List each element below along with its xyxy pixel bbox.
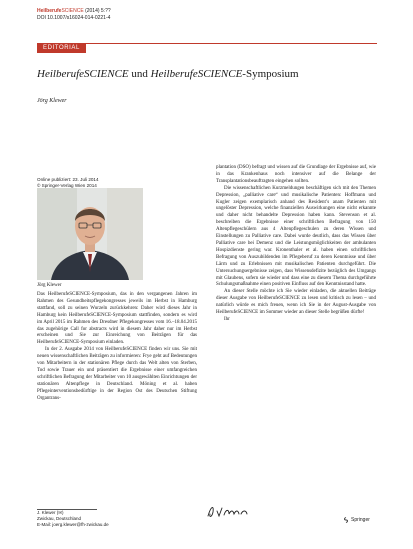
paragraph: In der 2. Ausgabe 2014 von HeilberufeSCIENCE finden wir uns. Sie mit neuen wissenschaftlichen Beiträgen zu informieren: Frye geht auf Bedeutungen von Mitarbeitern in der stationären Pflege durch das Welt alten von Sterben, Tod sowie Trauer ein und präsentiert die Ergebnisse einer umfangreichen schriftlichen Befragung der Mitarbeiter von 10 ausgewählten Einrichtungen der stationären Altenpflege in Deutschland. Möning et al. haben Pflegeinterventionsbedürftige in der Region Ost des Deutschen Stiftung Organtrans- bbox=[37, 347, 197, 401]
journal-header bbox=[37, 8, 377, 30]
right-column bbox=[216, 165, 376, 324]
title-part-1: HeilberufeSCIENCE bbox=[37, 68, 129, 80]
article-title bbox=[37, 68, 299, 80]
journal-name-part-b: SCIENCE bbox=[61, 8, 84, 14]
online-date: Online publiziert: 23. Juli 2014 bbox=[37, 177, 99, 182]
contact-name: J. Klewer (✉) bbox=[37, 510, 64, 515]
journal-name-part-a: Heilberufe bbox=[37, 8, 62, 14]
photo-caption: Jörg Klewer bbox=[37, 283, 62, 288]
paragraph: plantation (DSO) befragt und wissen auf die Grundlage der Ergebnisse auf, wie in das Krankenhaus noch intensiver auf die Belange der Transplantationsbeauftragten eingehen sollten. bbox=[216, 165, 376, 184]
signature-image bbox=[205, 502, 253, 520]
title-part-4: Symposium bbox=[245, 68, 299, 80]
paragraph-closing: Ihr bbox=[224, 316, 230, 322]
contact-email[interactable]: E-Mail: joerg.klewer@fh-zwickau.de bbox=[37, 522, 109, 527]
paragraph: An dieser Stelle möchte ich Sie wieder einladen, die aktuellen Beiträge dieser Ausgabe von HeilberufeSCIENCE zu lesen und kritisch zu lesen – und natürlich würde es mich freuen, wenn ich Sie in der August-Ausgabe von HeilberufeSCIENCE im Sommer wieder an dieser Stelle begrüßen dürfte! bbox=[216, 289, 376, 316]
paragraph: Die wissenschaftlichen Kurzmeldungen beschäftigen sich mit den Themen Depression, „palliative care“ und musikalische Patienten: Hoffmann und Kugler zeigen exemplarisch anhand des Resident’s anam Patienten mit ungelöster Depression, welche finanziellen Auswirkungen eine nicht erkannte und daher nicht behandelte Depression haben kann. Stevenson et al. beschreiben die Ergebnisse einer schriftlichen Befragung von 150 Altenpflegeschülern aus 4 Altenpflegeschulen zu deren Wissen und Einstellungen zu Palliative care. Dabei wurde deutlich, dass das Wissen über Palliative care bei Demenz und die Leistungsmöglichkeiten der ambulanten Hospizdienste gering war. Kronenthaler et al. haben einen schriftlichen Befragung von Auszubildenden im Pflegeberuf zu deren Kenntnisse und über Lärm und zu Erlebnissen mit musikalischen Patienten durchgeführt. Die Untersuchungsergebnisse zeigen, dass Wissensdefizite bezüglich des Umgangs mit Glaubens, sofern sie wieder und dass eine zu diesem Thema durchgeführte Schulungsmaßnahme einen positiven Einfluss auf den Kenntnisstand hatte. bbox=[216, 185, 376, 288]
left-column bbox=[37, 292, 197, 403]
title-part-2: und bbox=[128, 68, 151, 80]
publisher-mark bbox=[343, 517, 370, 523]
header-divider bbox=[37, 43, 377, 44]
copyright-line: © Springer-Verlag Wien 2014 bbox=[37, 183, 97, 188]
title-part-3: HeilberufeSCIENCE- bbox=[150, 68, 246, 80]
springer-logo-icon bbox=[343, 517, 349, 523]
article-author: Jörg Klewer bbox=[37, 98, 67, 104]
doi-text: DOI 10.1007/s16024-014-0221-4 bbox=[37, 15, 111, 21]
citation-text: (2014) 5:?? bbox=[85, 8, 111, 14]
paragraph: Das HeilberufeSCIENCE-Symposium, das in den vergangenen Jahren im Rahmen des Gesundheitspflegekongresses jeweils im Herbst in Hamburg stattfand, soll zu seinen Wurzeln zurückkehren: Daher wird dieses Jahr in Hamburg kein HeilberufeSCIENCE-Symposium stattfinden, sondern es wird im April 2015 im Rahmen des Dresdner Pflegekongresses vom 16.–18.04.2015 das zugehörige Call for abstracts wird in diesem Jahr daher nur im Herbst erscheinen und Sie zur Einreichung von Beiträgen für das HeilberufeSCIENCE-Symposium einladen. bbox=[37, 292, 197, 346]
section-tag: EDITORIAL bbox=[37, 43, 86, 53]
author-photo bbox=[37, 188, 143, 280]
contact-location: Zwickau, Deutschland bbox=[37, 516, 82, 521]
author-contact bbox=[37, 510, 109, 528]
publisher-name: Springer bbox=[351, 517, 370, 523]
journal-citation-line bbox=[37, 8, 111, 14]
